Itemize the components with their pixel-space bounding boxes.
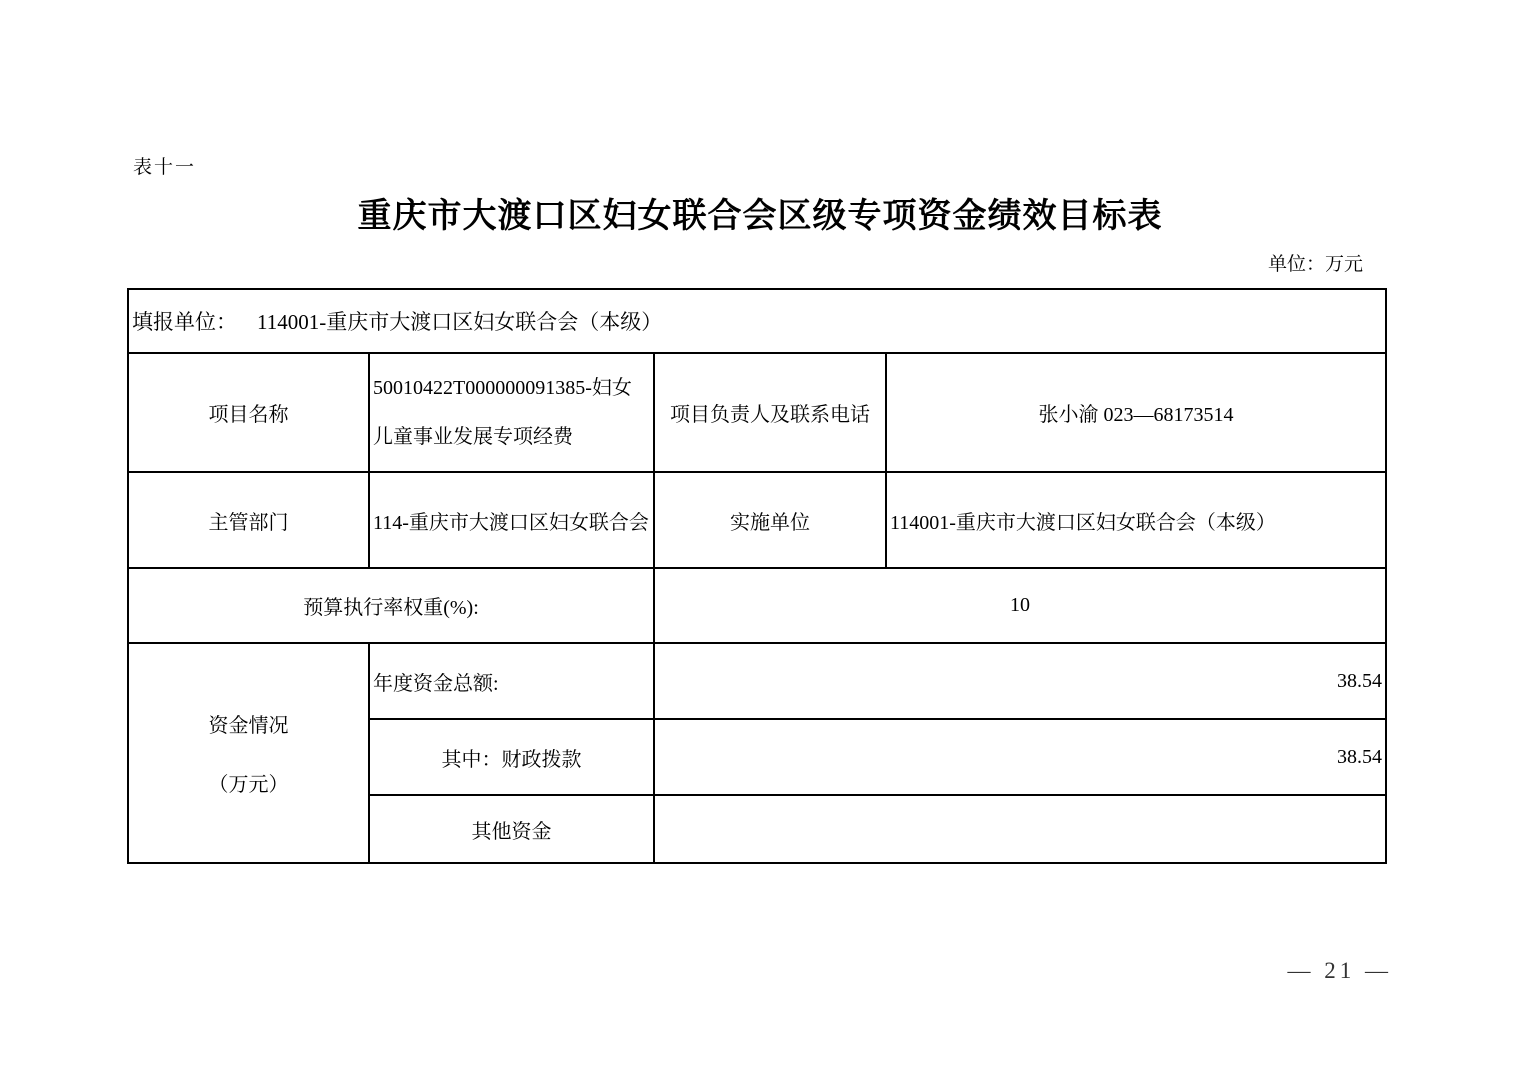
- table-tag: 表十一: [133, 157, 197, 178]
- funds-label-line2: （万元）: [208, 774, 289, 796]
- cell-project-name-value: 50010422T000000091385-妇女儿童事业发展专项经费: [369, 353, 654, 472]
- cell-funds-fiscal-value: 38.54: [654, 719, 1386, 795]
- cell-reporting-unit: [128, 289, 1386, 353]
- table-row: [128, 289, 1386, 353]
- performance-target-table: [127, 288, 1387, 864]
- cell-funds-label: [128, 643, 369, 863]
- cell-supervisor-value: 114-重庆市大渡口区妇女联合会: [369, 472, 654, 568]
- unit-note: 单位：万元: [1267, 254, 1363, 275]
- cell-supervisor-label: 主管部门: [128, 472, 369, 568]
- page-number: — 21 —: [1287, 958, 1392, 983]
- cell-project-name-label: 项目名称: [128, 353, 369, 472]
- table-row: [128, 568, 1386, 643]
- cell-implementer-label: 实施单位: [654, 472, 886, 568]
- cell-contact-value: 张小渝 023—68173514: [886, 353, 1386, 472]
- cell-budget-weight-value: 10: [654, 568, 1386, 643]
- cell-funds-total-label: 年度资金总额:: [369, 643, 654, 719]
- cell-implementer-value: 114001-重庆市大渡口区妇女联合会（本级）: [886, 472, 1386, 568]
- funds-label-line1: 资金情况: [208, 715, 289, 737]
- table-row: [128, 353, 1386, 472]
- table-row: [128, 643, 1386, 719]
- reporting-unit-label: 填报单位：: [132, 310, 237, 334]
- cell-funds-other-label: 其他资金: [369, 795, 654, 863]
- cell-funds-other-value: [654, 795, 1386, 863]
- cell-funds-total-value: 38.54: [654, 643, 1386, 719]
- page-title: 重庆市大渡口区妇女联合会区级专项资金绩效目标表: [357, 198, 1163, 235]
- reporting-unit-value: 114001-重庆市大渡口区妇女联合会（本级）: [257, 310, 663, 334]
- cell-contact-label: 项目负责人及联系电话: [654, 353, 886, 472]
- cell-funds-fiscal-label: 其中：财政拨款: [369, 719, 654, 795]
- cell-budget-weight-label: 预算执行率权重(%):: [128, 568, 654, 643]
- table-row: [128, 472, 1386, 568]
